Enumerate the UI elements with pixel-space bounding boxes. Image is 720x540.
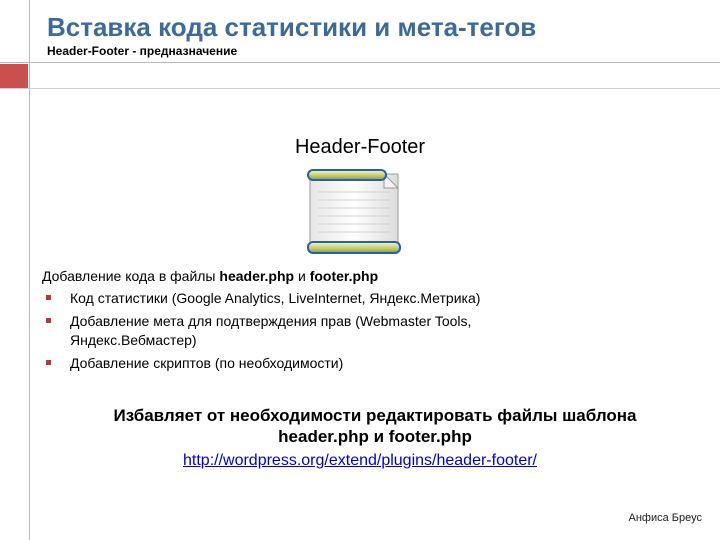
bullet-square-icon [46, 318, 51, 323]
list-item-text: Добавление мета для подтверждения прав (Webmaster Tools, Яндекс.Вебмастер) [70, 313, 472, 348]
bullet-square-icon [46, 295, 51, 300]
subheader-divider [0, 88, 720, 89]
intro-file1: header.php [219, 268, 295, 284]
bullet-square-icon [46, 360, 51, 365]
emphasis-line-1: Избавляет от необходимости редактировать файлы шаблона [113, 406, 637, 425]
strip-red-accent [0, 64, 28, 88]
intro-line [42, 267, 602, 286]
list-item-text: Код статистики (Google Analytics, LiveInternet, Яндекс.Метрика) [70, 290, 481, 306]
emphasis-block [70, 405, 680, 447]
emphasis-line-2: header.php и footer.php [278, 427, 472, 446]
intro-prefix: Добавление кода в файлы [42, 268, 220, 284]
section-heading: Header-Footer [294, 136, 426, 158]
intro-file2: footer.php [309, 268, 379, 284]
plugin-link[interactable]: http://wordpress.org/extend/plugins/header-footer/ [183, 452, 537, 469]
bullet-list [42, 289, 602, 373]
intro-and: и [294, 268, 310, 284]
slide-subtitle: Header-Footer - предназначение [47, 44, 238, 58]
list-item [42, 354, 602, 373]
author-name: Анфиса Бреус [628, 512, 702, 524]
content-block [42, 267, 602, 373]
slide-title: Вставка кода статистики и мета-тегов [47, 12, 537, 42]
header-divider [0, 62, 720, 63]
scroll-document-icon [306, 166, 406, 258]
list-item-text: Добавление скриптов (по необходимости) [70, 355, 344, 371]
list-item [42, 312, 540, 350]
list-item [42, 289, 602, 308]
strip-top [0, 0, 28, 64]
